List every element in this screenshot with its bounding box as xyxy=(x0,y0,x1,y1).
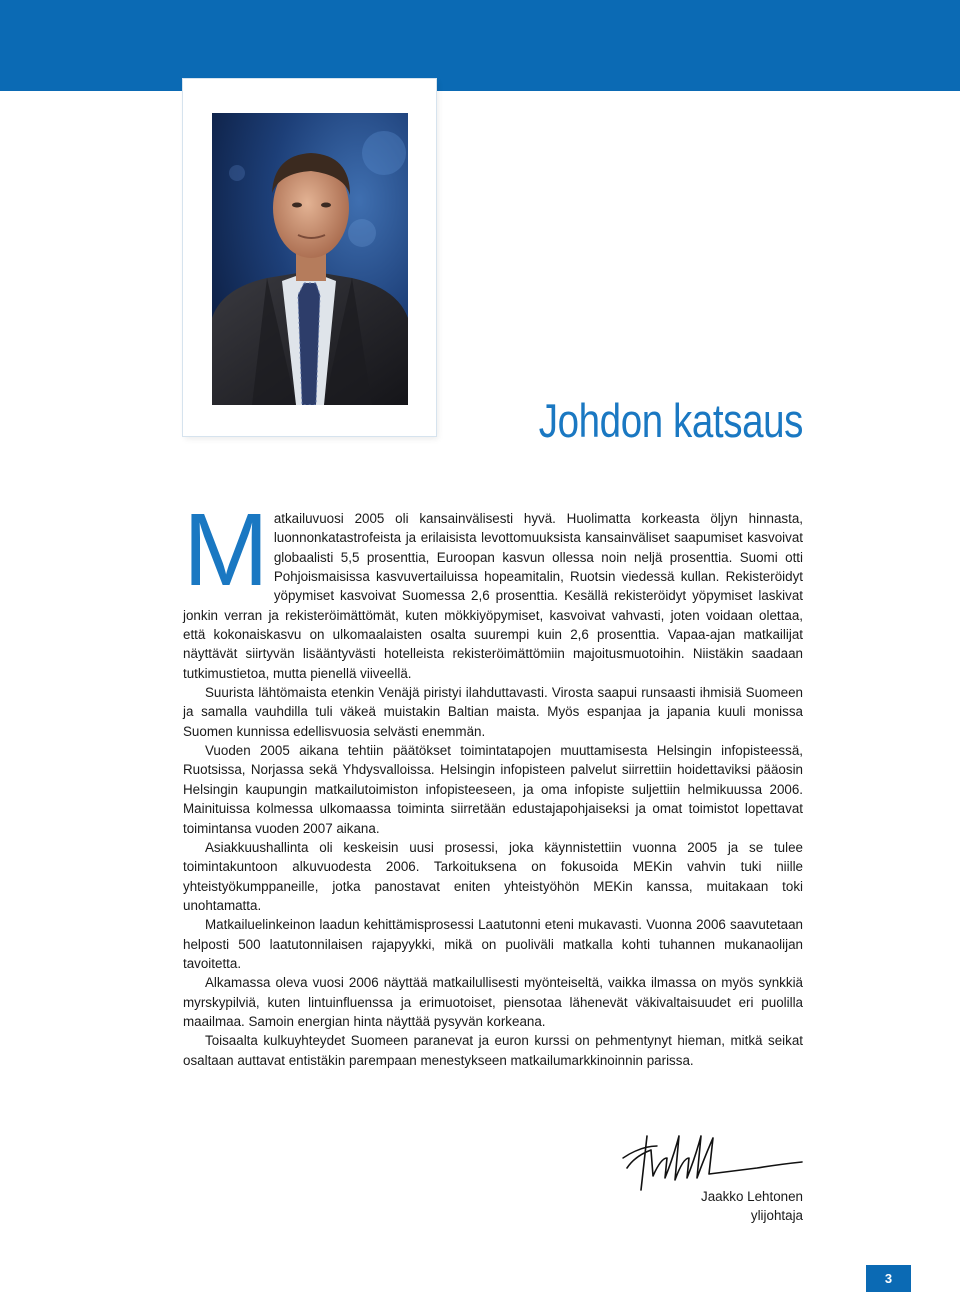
header-band xyxy=(0,0,960,91)
body-paragraph: Matkailuelinkeinon laadun kehittämisprosessi Laatutonni eteni mukavasti. Vuonna 2006 saavutetaan helposti 500 laatutonnilaisen rajapyykki, mikä on puoliväli matkalla kohti tuhannen mukanaolijan tavoitetta. xyxy=(183,917,803,971)
signer-block xyxy=(701,1187,803,1225)
drop-cap: M xyxy=(183,492,269,607)
body-paragraph: Alkamassa oleva vuosi 2006 näyttää matkailullisesti myönteiseltä, vaikka ilmassa on myös synkkiä myrskypilviä, kuten lintuinfluenssa ja erimuotoiset, piensotaa lähenevät väkivaltaisuudet eri puolilla maailmaa. Samoin energian hinta näyttää pysyvän korkeana. xyxy=(183,975,803,1029)
signer-role: ylijohtaja xyxy=(750,1208,803,1223)
portrait-photo xyxy=(212,113,408,405)
page-number-badge: 3 xyxy=(866,1265,911,1292)
article-body xyxy=(183,492,803,1070)
body-paragraph: Toisaalta kulkuyhteydet Suomeen paranevat ja euron kurssi on pehmentynyt hieman, mitkä seikat osaltaan auttavat entistäkin parempaan menestykseen matkailumarkkinoinnin parissa. xyxy=(183,1033,803,1068)
body-paragraph: Vuoden 2005 aikana tehtiin päätökset toimintatapojen muuttamisesta Helsingin infopisteessä, Ruotsissa, Norjassa sekä Yhdysvalloissa. Helsingin infopisteen palvelut siirrettiin hoidettaviksi pääosin Helsingin kaupungin matkailutoimiston infopisteeseen, ja oma infopiste suljettiin helmikuussa 2006. Mainituissa kolmessa ulkomaassa toiminta siirretään edustajapohjaiseksi ja omat toimistot lopettavat toimintansa vuoden 2007 aikana. xyxy=(183,743,803,836)
page-title: Johdon katsaus xyxy=(538,394,803,447)
intro-paragraph xyxy=(183,492,803,683)
body-paragraph: Suurista lähtömaista etenkin Venäjä piristyi ilahduttavasti. Virosta saapui runsaasti ihmisiä Suomeen ja samalla vauhdilla tuli väkeä muistakin Baltian maista. Myös espanjaa ja japania kuuli monissa Suomen kunnissa edellisvuosia selvästi enemmän. xyxy=(183,685,803,739)
portrait-frame xyxy=(183,79,436,436)
intro-text: atkailuvuosi 2005 oli kansainvälisesti hyvä. Huolimatta korkeasta öljyn hinnasta, luonnonkatastrofeista ja erilaisista levottomuuksista kansainväliset saapumiset kasvoivat globaalisti 5,5 prosenttia, Euroopan kasvun ollessa noin neljä prosenttia. Suomi otti Pohjoismaisissa kasvuvertailuissa hopeamitalin, Ruotsin viedessä kullan. Rekisteröidyt yöpymiset kasvoivat Suomessa 2,6 prosenttia. Kesällä rekisteröidyt yöpymiset laskivat jonkin verran ja rekisteröimättömät, kuten mökkiyöpymiset, kasvoivat vahvasti, joten voidaan olettaa, että kokonaiskasvu on ulkomaalaisten osalta suurempi kuin 2,6 prosenttia. Vapaa-ajan matkailijat näyttävät siirtyvän lisääntyvästi hotelleista rekisteröimättömiin majoitusmuotoihin. Niistäkin saadaan tutkimustietoa, mutta pienellä viiveellä. xyxy=(183,511,803,681)
signer-name: Jaakko Lehtonen xyxy=(701,1189,803,1204)
body-paragraph: Asiakkuushallinta oli keskeisin uusi prosessi, joka käynnistettiin vuonna 2005 ja se tulee toimintakuntoon alkuvuodesta 2006. Tarkoituksena on fokusoida MEKin vahvin tuki niille yhteistyökumppaneille, jotka panostavat eniten yhteistyöhön MEKin kanssa, muitakaan toki unohtamatta. xyxy=(183,839,803,913)
